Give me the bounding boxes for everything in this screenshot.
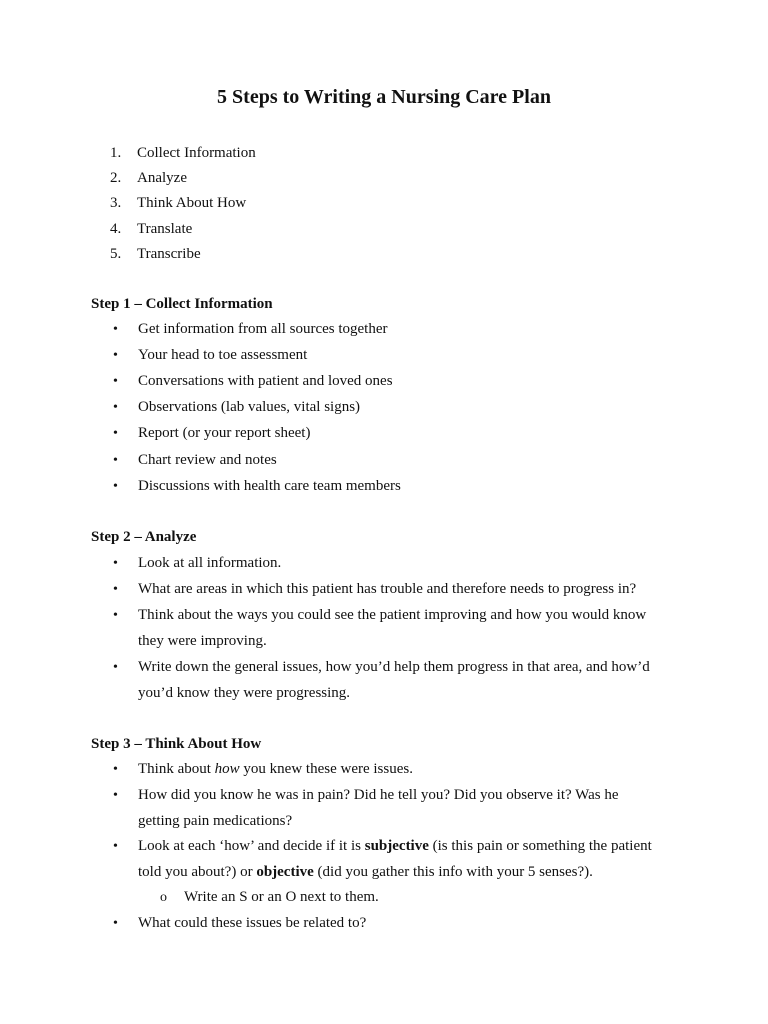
bullet-icon: • [113, 556, 118, 571]
bullet-icon: • [113, 788, 118, 803]
bullet-icon: • [113, 839, 118, 854]
bullet-icon: • [113, 426, 118, 441]
step3-heading: Step 3 – Think About How [91, 736, 262, 752]
list-item: 1. Collect Information [110, 145, 256, 161]
bullet-icon: • [113, 453, 118, 468]
step2-heading: Step 2 – Analyze [91, 529, 197, 545]
steps-list [110, 141, 256, 267]
step1-heading: Step 1 – Collect Information [91, 296, 273, 312]
bullet-icon: • [113, 582, 118, 597]
bullet-icon: • [113, 762, 118, 777]
bullet-icon: • [113, 322, 118, 337]
list-item: 4. Translate [110, 220, 193, 237]
document-page: 5 Steps to Writing a Nursing Care Plan 1. Collect Information 2. Analyze 3. Think About How 4. Translate 5. Transcribe Step 1 – Collect Information • Get information from all sources together • Your head to toe assessment • Conversations with patient and loved ones • Observations (lab values, vital signs) • Report (or your report sheet) • Chart review and notes • Discussions with health care team members Step 2 – Analyze • Look at all information. • What are areas in which this patient has trouble and therefore needs to progress in? • Think about the ways you could see the patient improving and how you would know they were improving. • Write down the general issues, how you’d help them progress in that area, and how’d you’d know they were progressing. Step 3 – Think About How • Think about how you knew these were issues. • How did you know he was in pain? Did he tell you? Did you observe it? Was he getting pain medications? • Look at each ‘how’ and decide if it is subjective (is this pain or something the patient told you about?) or objective (did you gather this info with your 5 senses?). o Write an S or an O next to them. • What could these issues be related to? [0, 0, 768, 1024]
bullet-icon: • [113, 660, 118, 675]
circle-bullet-icon: o [160, 890, 167, 905]
bullet-icon: • [113, 400, 118, 415]
bullet-icon: • [113, 608, 118, 623]
list-item: 3. Think About How [110, 195, 247, 212]
list-item: 2. Analyze [110, 170, 187, 187]
bullet-icon: • [113, 374, 118, 389]
list-item: 5. Transcribe [110, 245, 201, 262]
bullet-icon: • [113, 479, 118, 494]
bullet-icon: • [113, 348, 118, 363]
document-title: 5 Steps to Writing a Nursing Care Plan [217, 86, 551, 108]
bullet-icon: • [113, 916, 118, 931]
